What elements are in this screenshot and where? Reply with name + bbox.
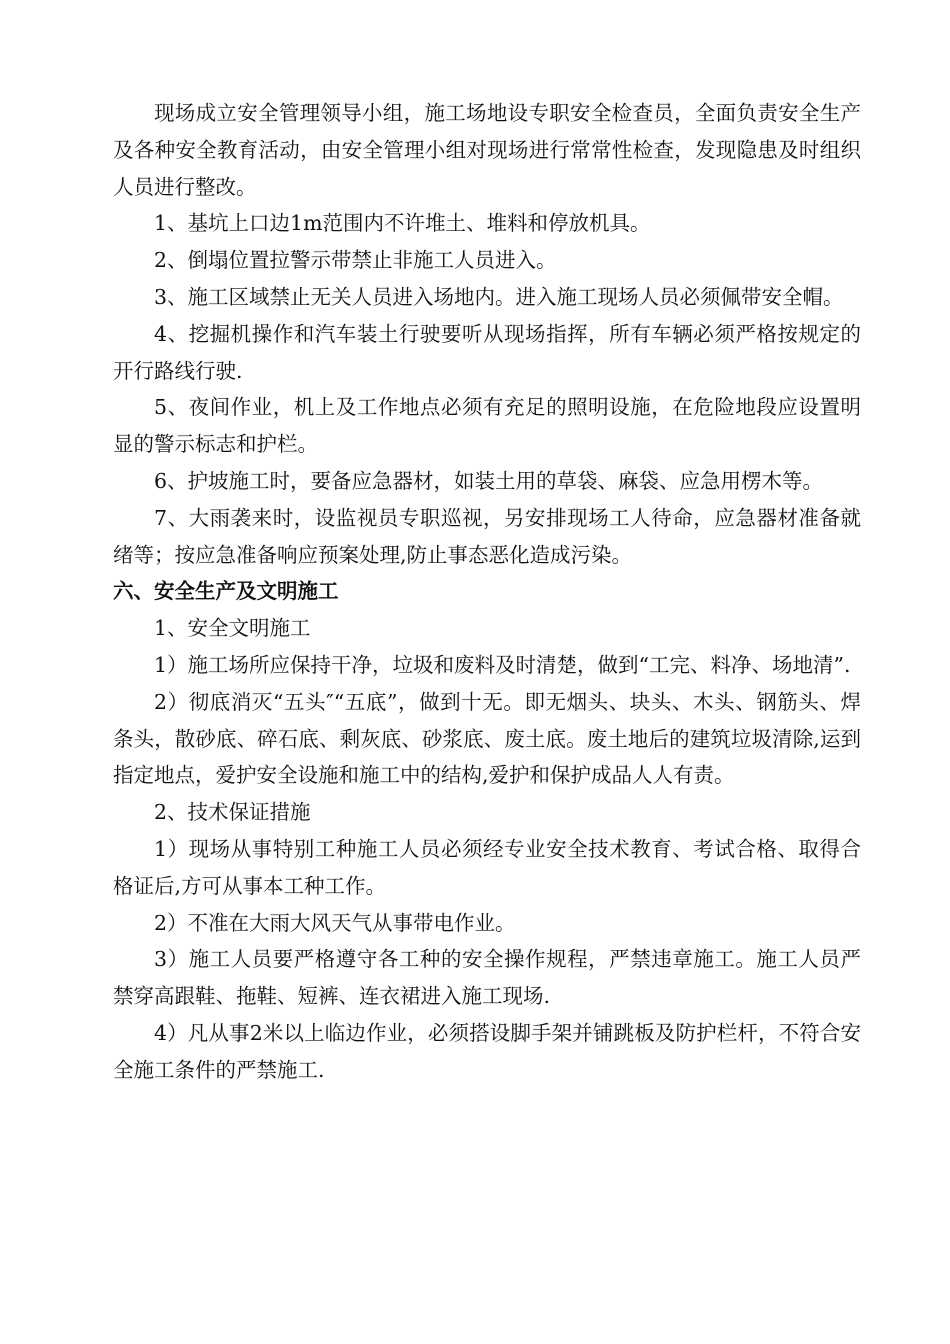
document-body: [113, 95, 861, 1089]
list-item: 3、施工区域禁止无关人员进入场地内。进入施工现场人员必须佩带安全帽。: [154, 284, 844, 309]
section-heading: 六、安全生产及文明施工: [113, 579, 339, 604]
list-item: 1）施工场所应保持干净，垃圾和废料及时清楚，做到“工完、料净、场地清”.: [154, 652, 851, 677]
list-item: 7、大雨袭来时，设监视员专职巡视，另安排现场工人待命，应急器材准备就绪等；按应急准备响应预案处理,防止事态恶化造成污染。: [113, 505, 861, 567]
paragraph-intro: 现场成立安全管理领导小组，施工场地设专职安全检查员，全面负责安全生产及各种安全教育活动，由安全管理小组对现场进行常常性检查，发现隐患及时组织人员进行整改。: [113, 101, 861, 199]
list-item: 2）彻底消灭“五头″“五底”，做到十无。即无烟头、块头、木头、钢筋头、焊条头，散砂底、碎石底、剩灰底、砂浆底、废土底。废土地后的建筑垃圾清除,运到指定地点，爱护安全设施和施工中的结构,爱护和保护成品人人有责。: [113, 689, 861, 788]
list-item: 5、夜间作业，机上及工作地点必须有充足的照明设施，在危险地段应设置明显的警示标志和护栏。: [113, 395, 861, 457]
list-item: 1、基坑上口边1m范围内不许堆土、堆料和停放机具。: [154, 211, 651, 236]
list-item: 3）施工人员要严格遵守各工种的安全操作规程，严禁违章施工。施工人员严禁穿高跟鞋、拖鞋、短裤、连衣裙进入施工现场.: [113, 947, 861, 1009]
list-item: 1）现场从事特别工种施工人员必须经专业安全技术教育、考试合格、取得合格证后,方可从事本工种工作。: [113, 836, 861, 898]
list-item: 6、护坡施工时，要备应急器材，如装土用的草袋、麻袋、应急用楞木等。: [154, 468, 824, 493]
list-item: 4）凡从事2米以上临边作业，必须搭设脚手架并铺跳板及防护栏杆，不符合安全施工条件的严禁施工.: [113, 1020, 861, 1082]
list-item: 4、挖掘机操作和汽车装土行驶要听从现场指挥，所有车辆必须严格按规定的开行路线行驶.: [113, 321, 861, 383]
subsection-title: 1、安全文明施工: [154, 616, 311, 641]
list-item: 2、倒塌位置拉警示带禁止非施工人员进入。: [154, 248, 557, 273]
subsection-title: 2、技术保证措施: [154, 800, 311, 825]
list-item: 2）不准在大雨大风天气从事带电作业。: [154, 910, 516, 935]
